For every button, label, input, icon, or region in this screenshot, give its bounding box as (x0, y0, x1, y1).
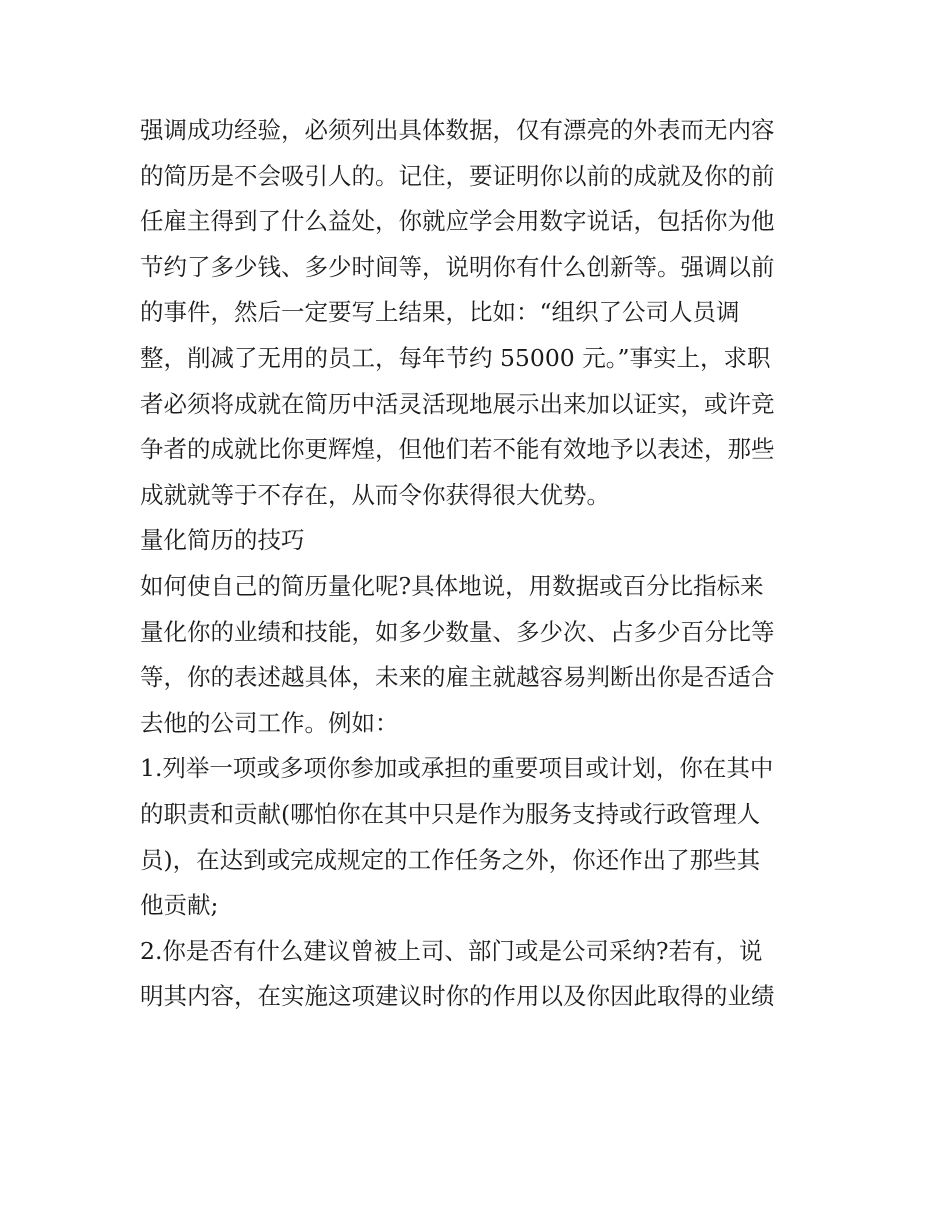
text-line: 等，你的表述越具体，未来的雇主就越容易判断出你是否适合 (140, 663, 775, 692)
text-line: 量化你的业绩和技能，如多少数量、多少次、占多少百分比等 (140, 617, 775, 646)
text-line: 的简历是不会吸引人的。记住，要证明你以前的成就及你的前 (140, 161, 775, 190)
text-line: 节约了多少钱、多少时间等，说明你有什么创新等。强调以前 (140, 252, 775, 281)
text-line: 强调成功经验，必须列出具体数据，仅有漂亮的外表而无内容 (140, 116, 775, 144)
text-line: 整，削减了无用的员工，每年节约 55000 元。”事实上，求职 (140, 343, 771, 372)
list-item-line: 他贡献; (140, 891, 219, 920)
text-line: 争者的成就比你更辉煌，但他们若不能有效地予以表述，那些 (140, 435, 775, 464)
list-item-line: 2.你是否有什么建议曾被上司、部门或是公司采纳?若有，说 (140, 936, 763, 965)
text-line: 成就就等于不存在，从而令你获得很大优势。 (140, 480, 610, 509)
text-line: 任雇主得到了什么益处，你就应学会用数字说话，包括你为他 (140, 207, 775, 236)
section-heading: 量化简历的技巧 (140, 526, 305, 555)
list-item-line: 1.列举一项或多项你参加或承担的重要项目或计划，你在其中 (140, 754, 774, 783)
list-item-line: 明其内容，在实施这项建议时你的作用以及你因此取得的业绩 (140, 982, 775, 1011)
list-item-line: 员)，在达到或完成规定的工作任务之外，你还作出了那些其 (140, 845, 761, 874)
text-line: 如何使自己的简历量化呢?具体地说，用数据或百分比指标来 (140, 571, 764, 600)
list-item-line: 的职责和贡献(哪怕你在其中只是作为服务支持或行政管理人 (140, 799, 761, 828)
text-line: 的事件，然后一定要写上结果，比如：“组织了公司人员调 (140, 298, 740, 327)
text-line: 者必须将成就在简历中活灵活现地展示出来加以证实，或许竞 (140, 389, 775, 418)
body-text (140, 108, 820, 1020)
text-line: 去他的公司工作。例如： (140, 708, 399, 737)
